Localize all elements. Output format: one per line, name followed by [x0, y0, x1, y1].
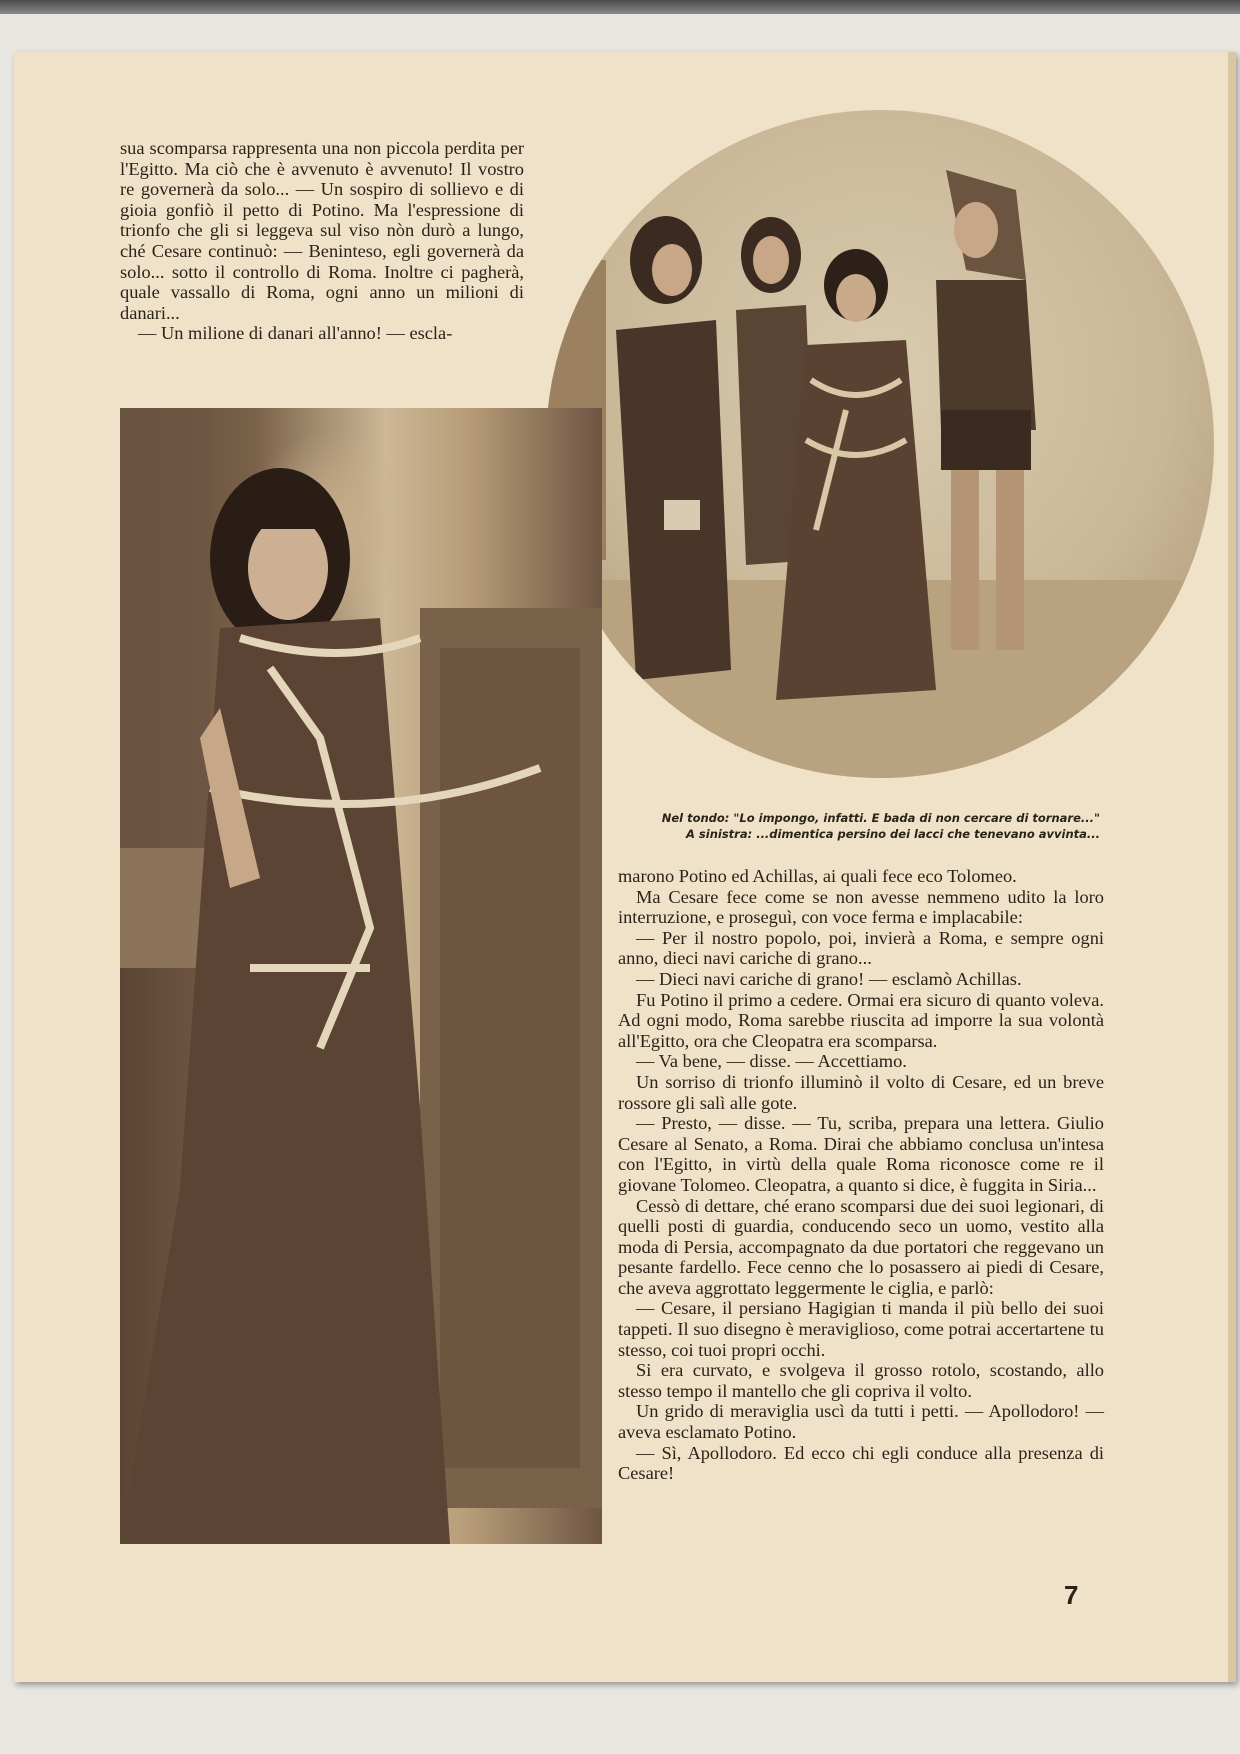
right-paragraph-10: — Cesare, il persiano Hagigian ti manda il più bello dei suoi tappeti. Il suo disegno è meraviglioso, come potrai accertartene tu stesso, coi tuoi propri occhi. — [618, 1298, 1104, 1360]
figure-man-left — [616, 216, 731, 680]
round-photo-illustration — [546, 110, 1214, 778]
photo-caption — [600, 810, 1100, 842]
left-photo — [120, 408, 602, 1544]
left-paragraph-2: — Un milione di danari all'anno! — escla- — [138, 323, 453, 344]
right-paragraph-5: Fu Potino il primo a cedere. Ormai era sicuro di quanto voleva. Ad ogni modo, Roma sarebbe riuscita ad imporre la sua volontà all'Egitto, ora che Cleopatra era scomparsa. — [618, 989, 1104, 1051]
right-paragraph-3: — Per il nostro popolo, poi, invierà a Roma, e sempre ogni anno, dieci navi cariche di grano... — [618, 927, 1104, 969]
right-paragraph-9: Cessò di dettare, ché erano scomparsi due dei suoi legionari, di quelli posti di guardia, conducendo seco un uomo, vestito alla moda di Persia, accompagnato da due portatori che reggevano un pesante fardello. Fece cenno che lo posassero ai piedi di Cesare, che aveva aggrottato leggermente le ciglia, e parlò: — [618, 1195, 1104, 1298]
right-paragraph-13: — Sì, Apollodoro. Ed ecco chi egli conduce alla presenza di Cesare! — [618, 1442, 1104, 1484]
left-photo-illustration — [120, 408, 602, 1544]
right-paragraph-11: Si era curvato, e svolgeva il grosso rotolo, scostando, allo stesso tempo il mantello che gli copriva il volto. — [618, 1360, 1104, 1401]
left-text-column — [120, 138, 524, 344]
right-text-column — [618, 866, 1104, 1484]
right-paragraph-1: marono Potino ed Achillas, ai quali fece eco Tolomeo. — [618, 866, 1017, 886]
right-paragraph-6: — Va bene, — disse. — Accettiamo. — [636, 1051, 907, 1072]
round-photo — [546, 110, 1214, 778]
right-paragraph-8: — Presto, — disse. — Tu, scriba, prepara una lettera. Giulio Cesare al Senato, a Roma. Dirai che abbiamo conclusa un'intesa con l'Egitto, in virtù della quale Roma riconosce come re il giovane Tolomeo. Cleopatra, a quanto si dice, è fuggita in Siria... — [618, 1113, 1104, 1195]
right-paragraph-2: Ma Cesare fece come se non avesse nemmeno udito la loro interruzione, e proseguì, con voce ferma e implacabile: — [618, 886, 1104, 928]
right-paragraph-12: Un grido di meraviglia uscì da tutti i petti. — Apollodoro! — aveva esclamato Potino. — [618, 1401, 1104, 1443]
right-paragraph-4: — Dieci navi cariche di grano! — esclamò Achillas. — [636, 968, 1022, 989]
caption-line-round: Nel tondo: "Lo impongo, infatti. E bada di non cercare di tornare..." — [661, 811, 1100, 825]
right-paragraph-7: Un sorriso di trionfo illuminò il volto di Cesare, ed un breve rossore gli salì alle gote. — [618, 1071, 1104, 1113]
figure-soldier-right — [936, 170, 1036, 650]
page-number: 7 — [1064, 1580, 1079, 1610]
caption-line-left: A sinistra: ...dimentica persino dei lacci che tenevano avvinta... — [686, 827, 1100, 841]
left-paragraph-1: sua scomparsa rappresenta una non piccola perdita per l'Egitto. Ma ciò che è avvenuto è avvenuto! Il vostro re governerà da solo... — Un sospiro di sollievo e di gioia gonfiò il petto di Potino. Ma l'espressione di trionfo che gli si leggeva sul viso nòn durò a lungo, ché Cesare continuò: — Beninteso, egli governerà da solo... sotto il controllo di Roma. Inoltre ci pagherà, quale vassallo di Roma, ogni anno un milioni di danari... — [120, 138, 524, 323]
scanner-top-edge — [0, 0, 1240, 14]
